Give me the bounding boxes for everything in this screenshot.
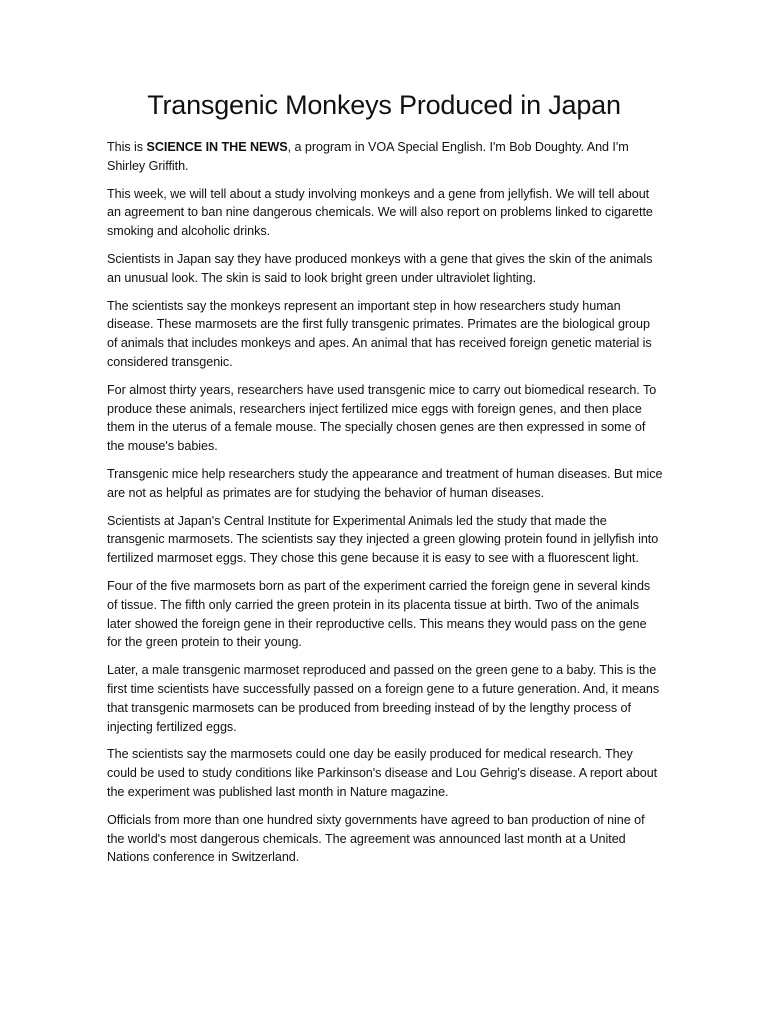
document-body [107, 138, 663, 876]
intro-prefix: This is [107, 140, 147, 154]
paragraph: The scientists say the marmosets could one day be easily produced for medical research. They could be used to study conditions like Parkinson's disease and Lou Gehrig's disease. A report about the experiment was published last month in Nature magazine. [107, 747, 658, 799]
intro-paragraph [107, 138, 663, 176]
program-name: SCIENCE IN THE NEWS [146, 140, 288, 154]
paragraph: The scientists say the monkeys represent an important step in how researchers study human disease. These marmosets are the first fully transgenic primates. Primates are the biological group of animals that includes monkeys and apes. An animal that has received foreign genetic material is considered transgenic. [107, 298, 652, 369]
paragraph: Four of the five marmosets born as part of the experiment carried the foreign gene in several kinds of tissue. The fifth only carried the green protein in its placenta tissue at birth. Two of the animals later showed the foreign gene in their reproductive cells. This means they would pass on the gene for the green protein to their young. [107, 578, 651, 650]
paragraph: Scientists at Japan's Central Institute for Experimental Animals led the study that made the transgenic marmosets. The scientists say they injected a green glowing protein found in jellyfish into fertilized marmoset eggs. They chose this gene because it is easy to see with a fluorescent light. [107, 513, 659, 566]
page-title: Transgenic Monkeys Produced in Japan [147, 90, 621, 120]
paragraph: Transgenic mice help researchers study the appearance and treatment of human diseases. But mice are not as helpful as primates are for studying the behavior of human diseases. [107, 466, 663, 500]
paragraph: This week, we will tell about a study involving monkeys and a gene from jellyfish. We will tell about an agreement to ban nine dangerous chemicals. We will also report on problems linked to cigarette smoking and alcoholic drinks. [107, 186, 653, 239]
paragraph: Later, a male transgenic marmoset reproduced and passed on the green gene to a baby. This is the first time scientists have successfully passed on a foreign gene to a future generation. And, it means that transgenic marmosets can be produced from breeding instead of by the lengthy process of injecting fertilized eggs. [107, 663, 660, 734]
paragraph: Officials from more than one hundred sixty governments have agreed to ban production of nine of the world's most dangerous chemicals. The agreement was announced last month at a United Nations conference in Switzerland. [107, 812, 645, 865]
paragraph: For almost thirty years, researchers have used transgenic mice to carry out biomedical research. To produce these animals, researchers inject fertilized mice eggs with foreign genes, and then place them in the uterus of a female mouse. The specially chosen genes are then expressed in some of the mouse's babies. [107, 382, 657, 454]
intro-suffix: , a program in VOA Special English. I'm Bob Doughty. And I'm Shirley Griffith. [107, 140, 629, 173]
paragraph: Scientists in Japan say they have produced monkeys with a gene that gives the skin of the animals an unusual look. The skin is said to look bright green under ultraviolet lighting. [107, 251, 653, 285]
